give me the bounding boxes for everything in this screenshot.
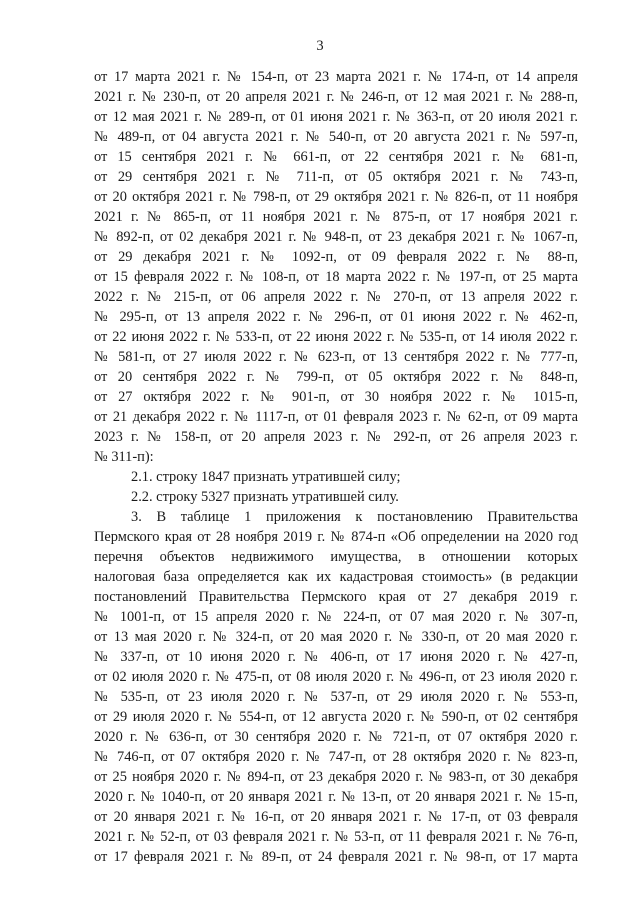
text-line: налоговая база определяется как их кадастровая стоимость» (в редакции bbox=[94, 569, 578, 585]
text-line: от 21 декабря 2022 г. № 1117-п, от 01 февраля 2023 г. № 62-п, от 09 марта bbox=[94, 409, 578, 425]
text-line: № 892-п, от 02 декабря 2021 г. № 948-п, от 23 декабря 2021 г. № 1067-п, bbox=[94, 229, 578, 245]
text-line: от 29 сентября 2021 г. № 711-п, от 05 октября 2021 г. № 743-п, bbox=[94, 169, 578, 185]
text-line: № 1001-п, от 15 апреля 2020 г. № 224-п, от 07 мая 2020 г. № 307-п, bbox=[94, 609, 578, 625]
text-line: 2022 г. № 215-п, от 06 апреля 2022 г. № 270-п, от 13 апреля 2022 г. bbox=[94, 289, 578, 305]
text-line: 2023 г. № 158-п, от 20 апреля 2023 г. № 292-п, от 26 апреля 2023 г. bbox=[94, 429, 578, 445]
text-line: 2021 г. № 230-п, от 20 апреля 2021 г. № 246-п, от 12 мая 2021 г. № 288-п, bbox=[94, 89, 578, 105]
text-line: от 22 июня 2022 г. № 533-п, от 22 июня 2022 г. № 535-п, от 14 июля 2022 г. bbox=[94, 329, 578, 345]
text-line: от 13 мая 2020 г. № 324-п, от 20 мая 2020 г. № 330-п, от 20 мая 2020 г. bbox=[94, 629, 578, 645]
list-item-2-1: 2.1. строку 1847 признать утратившей силу; bbox=[131, 469, 401, 485]
text-line: 2021 г. № 52-п, от 03 февраля 2021 г. № 53-п, от 11 февраля 2021 г. № 76-п, bbox=[94, 829, 578, 845]
text-line: перечня объектов недвижимого имущества, в отношении которых bbox=[94, 549, 578, 565]
text-line: № 489-п, от 04 августа 2021 г. № 540-п, от 20 августа 2021 г. № 597-п, bbox=[94, 129, 578, 145]
text-line: от 25 ноября 2020 г. № 894-п, от 23 декабря 2020 г. № 983-п, от 30 декабря bbox=[94, 769, 578, 785]
text-line: от 15 сентября 2021 г. № 661-п, от 22 сентября 2021 г. № 681-п, bbox=[94, 149, 578, 165]
text-line: 2020 г. № 1040-п, от 20 января 2021 г. № 13-п, от 20 января 2021 г. № 15-п, bbox=[94, 789, 578, 805]
text-line: 2020 г. № 636-п, от 30 сентября 2020 г. № 721-п, от 07 октября 2020 г. bbox=[94, 729, 578, 745]
text-line: от 17 марта 2021 г. № 154-п, от 23 марта 2021 г. № 174-п, от 14 апреля bbox=[94, 69, 578, 85]
text-line: № 746-п, от 07 октября 2020 г. № 747-п, от 28 октября 2020 г. № 823-п, bbox=[94, 749, 578, 765]
text-line: № 311-п): bbox=[94, 449, 154, 465]
text-line: от 12 мая 2021 г. № 289-п, от 01 июня 2021 г. № 363-п, от 20 июля 2021 г. bbox=[94, 109, 578, 125]
text-line: № 581-п, от 27 июля 2022 г. № 623-п, от 13 сентября 2022 г. № 777-п, bbox=[94, 349, 578, 365]
text-line: постановлений Правительства Пермского края от 27 декабря 2019 г. bbox=[94, 589, 578, 605]
text-line: № 535-п, от 23 июля 2020 г. № 537-п, от 29 июля 2020 г. № 553-п, bbox=[94, 689, 578, 705]
text-line: 2021 г. № 865-п, от 11 ноября 2021 г. № 875-п, от 17 ноября 2021 г. bbox=[94, 209, 578, 225]
text-line: Пермского края от 28 ноября 2019 г. № 874-п «Об определении на 2020 год bbox=[94, 529, 578, 545]
text-line: от 20 сентября 2022 г. № 799-п, от 05 октября 2022 г. № 848-п, bbox=[94, 369, 578, 385]
text-line: от 29 июля 2020 г. № 554-п, от 12 августа 2020 г. № 590-п, от 02 сентября bbox=[94, 709, 578, 725]
text-line: № 295-п, от 13 апреля 2022 г. № 296-п, от 01 июня 2022 г. № 462-п, bbox=[94, 309, 578, 325]
text-line: № 337-п, от 10 июня 2020 г. № 406-п, от 17 июня 2020 г. № 427-п, bbox=[94, 649, 578, 665]
paragraph-3-start: 3. В таблице 1 приложения к постановлению Правительства bbox=[131, 509, 578, 525]
text-line: от 29 декабря 2021 г. № 1092-п, от 09 февраля 2022 г. № 88-п, bbox=[94, 249, 578, 265]
text-line: от 02 июля 2020 г. № 475-п, от 08 июля 2020 г. № 496-п, от 23 июля 2020 г. bbox=[94, 669, 578, 685]
page-number: 3 bbox=[316, 38, 324, 54]
text-line: от 20 октября 2021 г. № 798-п, от 29 октября 2021 г. № 826-п, от 11 ноября bbox=[94, 189, 578, 205]
text-line: от 20 января 2021 г. № 16-п, от 20 января 2021 г. № 17-п, от 03 февраля bbox=[94, 809, 578, 825]
text-line: от 15 февраля 2022 г. № 108-п, от 18 марта 2022 г. № 197-п, от 25 марта bbox=[94, 269, 578, 285]
list-item-2-2: 2.2. строку 5327 признать утратившей силу. bbox=[131, 489, 399, 505]
text-line: от 17 февраля 2021 г. № 89-п, от 24 февраля 2021 г. № 98-п, от 17 марта bbox=[94, 849, 578, 865]
text-line: от 27 октября 2022 г. № 901-п, от 30 ноября 2022 г. № 1015-п, bbox=[94, 389, 578, 405]
